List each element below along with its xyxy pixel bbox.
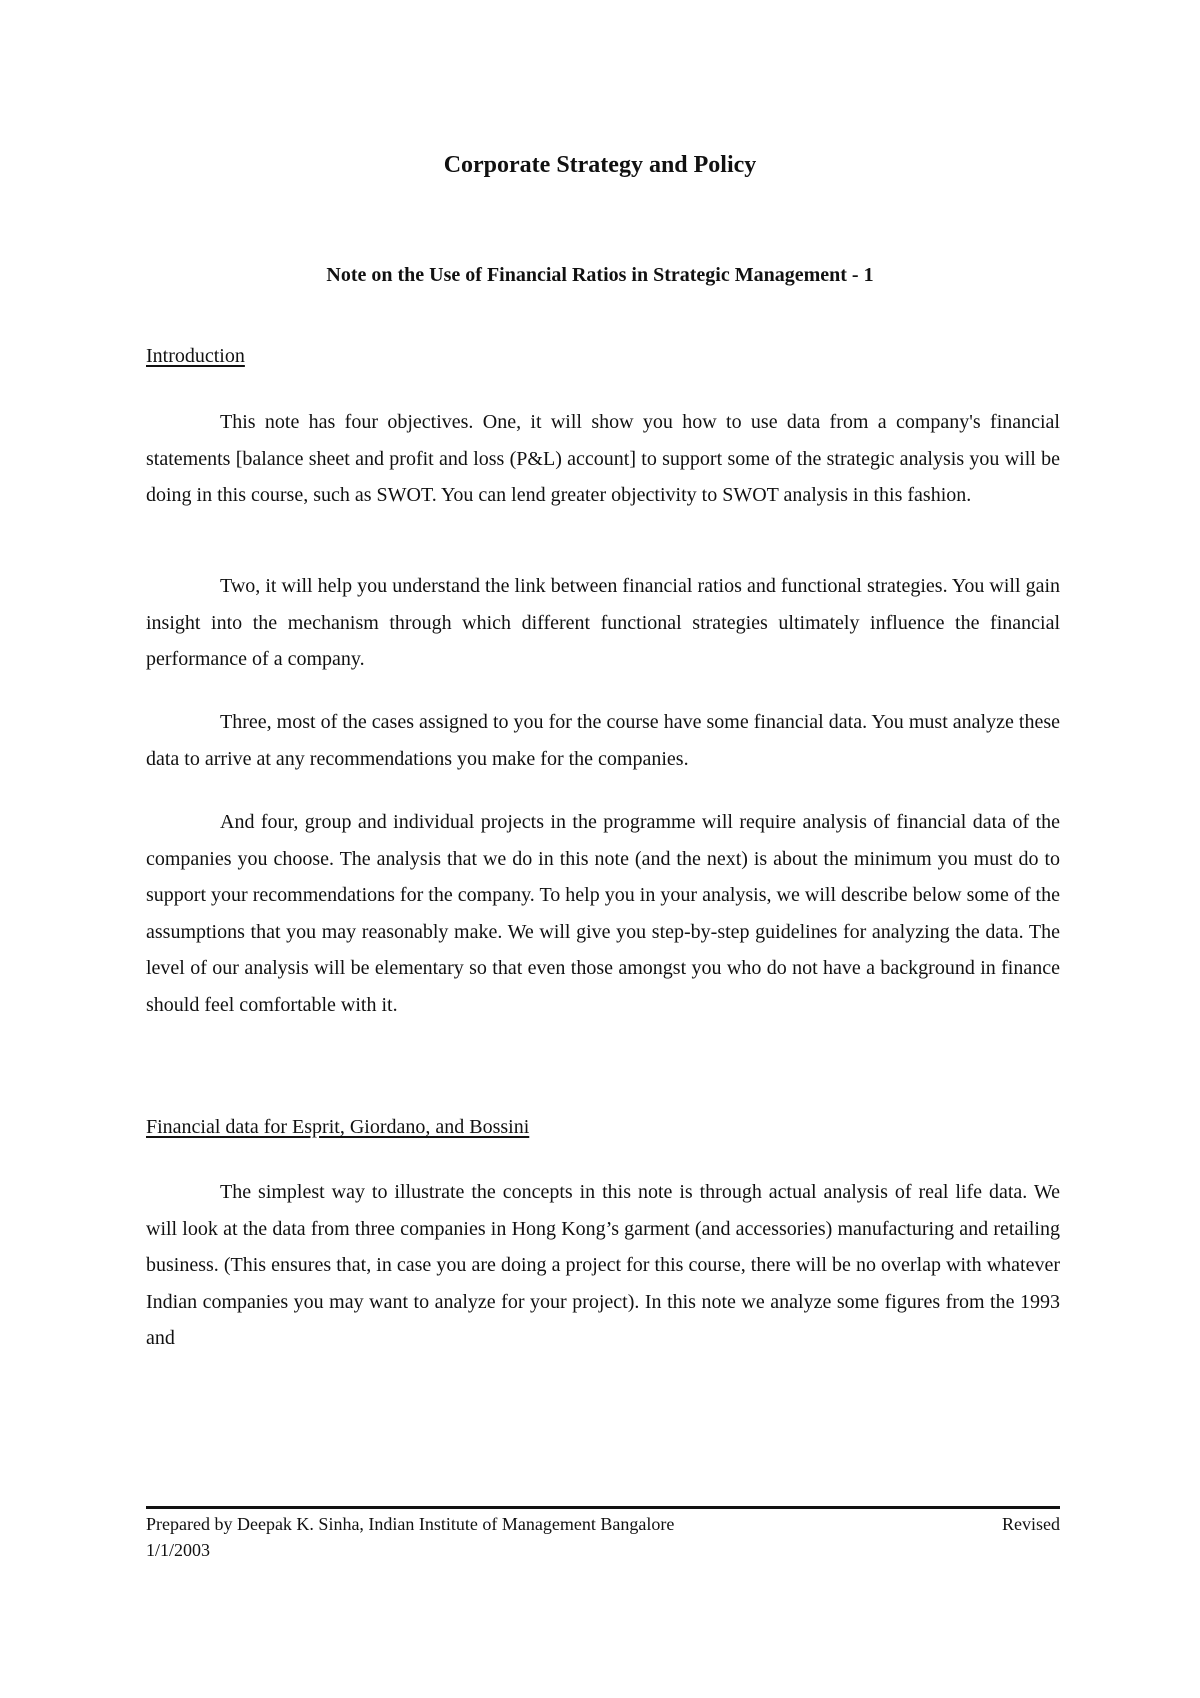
paragraph: The simplest way to illustrate the concepts in this note is through actual analysis of real life data. We will look at the data from three companies in Hong Kong’s garment (and accessories) manufacturing and retailing business. (This ensures that, in case you are doing a project for this course, there will be no overlap with whatever Indian companies you may want to analyze for your project). In this note we analyze some figures from the 1993 and [146, 1181, 1060, 1349]
paragraph: Three, most of the cases assigned to you for the course have some financial data. You must analyze these data to arrive at any recommendations you make for the companies. [146, 711, 1060, 770]
document-title: Corporate Strategy and Policy [443, 152, 757, 178]
paragraph: This note has four objectives. One, it will show you how to use data from a company's financial statements [balance sheet and profit and loss (P&L) account] to support some of the strategic analysis you will be doing in this course, such as SWOT. You can lend greater objectivity to SWOT analysis in this fashion. [146, 411, 1060, 506]
document-subtitle: Note on the Use of Financial Ratios in Strategic Management - 1 [326, 264, 874, 286]
footer-revised-label: Revised [1002, 1514, 1060, 1534]
footer-prepared-by: Prepared by Deepak K. Sinha, Indian Institute of Management Bangalore [146, 1514, 675, 1534]
footer-date: 1/1/2003 [146, 1540, 211, 1560]
section-heading-financial-data: Financial data for Esprit, Giordano, and Bossini [146, 1116, 530, 1138]
section-heading-introduction: Introduction [146, 345, 245, 367]
paragraph: And four, group and individual projects in the programme will require analysis of financial data of the companies you choose. The analysis that we do in this note (and the next) is about the minimum you must do to support your recommendations for the company. To help you in your analysis, we will describe below some of the assumptions that you may reasonably make. We will give you step-by-step guidelines for analyzing the data. The level of our analysis will be elementary so that even those amongst you who do not have a background in finance should feel comfortable with it. [146, 811, 1060, 1016]
paragraph: Two, it will help you understand the link between financial ratios and functional strategies. You will gain insight into the mechanism through which different functional strategies ultimately influence the financial performance of a company. [146, 575, 1060, 670]
footer-rule [146, 1506, 1060, 1509]
